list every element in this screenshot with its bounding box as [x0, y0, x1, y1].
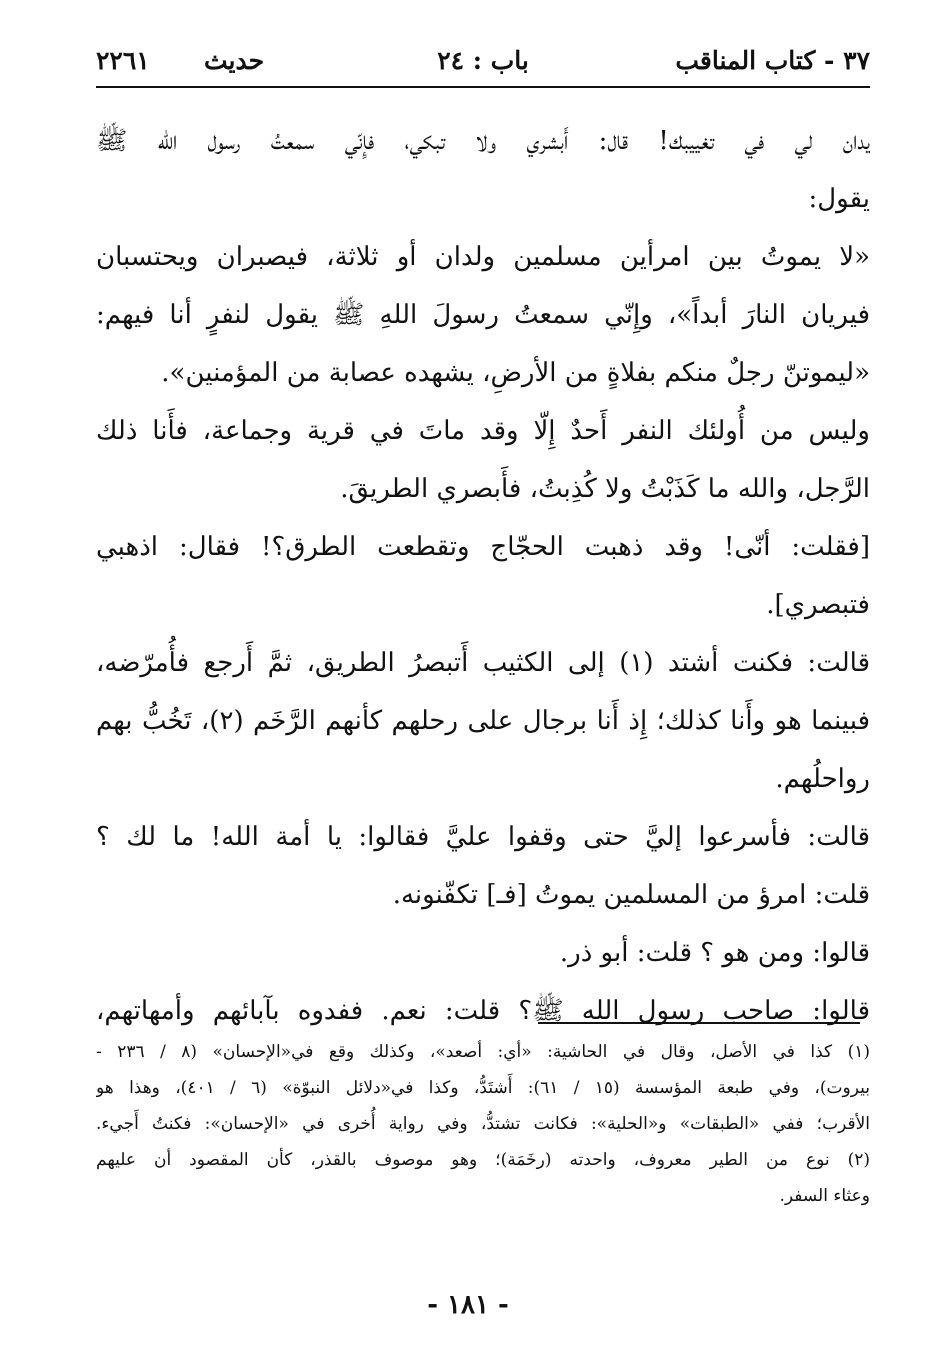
footnote-line: (٢) نوع من الطير معروف، واحدته (رخَمَة)؛ وهو موصوف بالقذر، كأن المقصود أن عليهم — [96, 1150, 870, 1170]
chapter-title: ٣٧ - كتاب المناقب — [675, 46, 870, 75]
bab-label: باب : ٢٤ — [437, 46, 529, 75]
footnote-line: الأقرب؛ ففي «الطبقات» و«الحلية»: فكانت تشتدُّ، وفي رواية أُخرى في «الإحسان»: فكنتُ أَجيء. — [96, 1114, 870, 1134]
text-line: [فقلت: أنّى! وقد ذهبت الحجّاج وتقطعت الطرق؟! فقال: اذهبي — [96, 532, 870, 562]
text-line: فيريان النارَ أبداً»، وإِنّي سمعتُ رسولَ اللهِ ﷺ يقول لنفرٍ أنا فيهم: — [96, 300, 870, 330]
text-line: قالوا: صاحب رسول الله ﷺ؟ قلت: نعم. ففدوه بآبائهم وأمهاتهم، — [96, 996, 870, 1026]
running-header — [96, 40, 870, 88]
text-line: يدان لي في تغييبك! قال: أَبشري ولا تبكي، فإِنّي سمعتُ رسول الله ﷺ — [96, 126, 870, 156]
text-line: قالت: فكنت أشتد (١) إلى الكثيب أَتبصرُ الطريق، ثمَّ أَرجع فأُمرّضه، — [96, 648, 870, 678]
main-text — [96, 112, 870, 1040]
footnote-line: (١) كذا في الأصل، وقال في الحاشية: «أي: أصعد»، وكذلك وقع في«الإحسان» (٨ / ٢٣٦ - — [96, 1042, 870, 1062]
page-number: - ١٨١ - — [427, 1290, 509, 1320]
footnote-line: وعثاء السفر. — [779, 1186, 870, 1206]
text-line: الرَّجل، والله ما كَذَبْتُ ولا كُذِبتُ، فأَبصري الطريقَ. — [340, 474, 870, 504]
hadith-number: ٢٢٦١ — [96, 46, 150, 75]
text-line: فبينما هو وأَنا كذلك؛ إِذ أَنا برجال على رحلهم كأنهم الرَّخَم (٢)، تَخُبُّ بهم — [96, 706, 870, 736]
text-line: فتبصري]. — [766, 590, 870, 620]
footnote-line: بيروت)، وفي طبعة المؤسسة (١٥ / ٦١): أَشتَدُّ، وكذا في«دلائل النبوّة» (٦ / ٤٠١)، وهذا هو — [96, 1078, 870, 1098]
text-line: «لا يموتُ بين امرأين مسلمين ولدان أو ثلاثة، فيصبران ويحتسبان — [96, 242, 870, 272]
text-line: قالت: فأسرعوا إليَّ حتى وقفوا عليَّ فقالوا: يا أمة الله! ما لك ؟ — [96, 822, 870, 852]
footnotes — [96, 1034, 870, 1214]
text-line: يقول: — [808, 184, 870, 214]
header-divider — [96, 86, 870, 88]
text-line: رواحلُهم. — [775, 764, 870, 794]
text-line: «ليموتنّ رجلٌ منكم بفلاةٍ من الأرضِ، يشهده عصابة من المؤمنين». — [161, 358, 870, 388]
text-line: قلت: امرؤ من المسلمين يموتُ [فـ] تكفّنونه. — [392, 880, 870, 910]
footnote-divider — [538, 1022, 860, 1024]
hadith-label: حديث — [204, 46, 265, 75]
text-line: وليس من أُولئك النفر أَحدٌ إِلّا وقد ماتَ في قرية وجماعة، فأَنا ذلك — [96, 416, 870, 446]
text-line: قالوا: ومن هو ؟ قلت: أبو ذر. — [559, 938, 870, 968]
